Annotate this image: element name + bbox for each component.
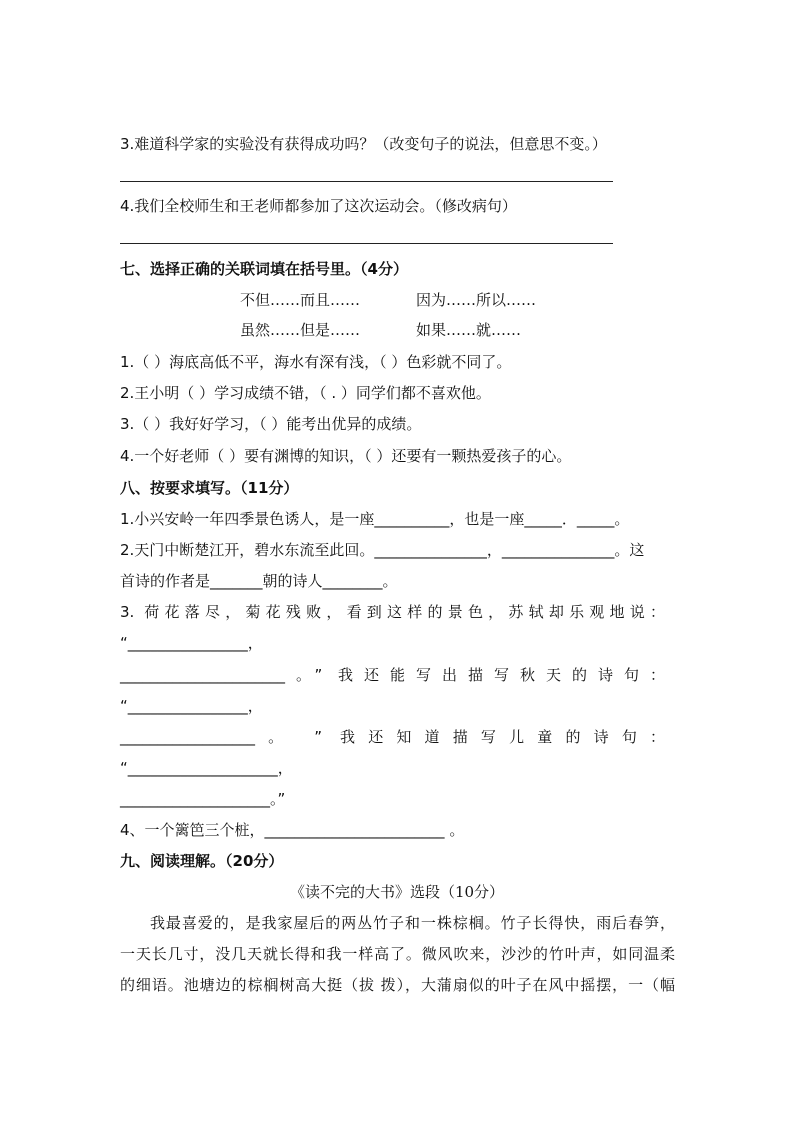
q8-line-6: ______________________。” 我还能写出描写秋天的诗句：	[120, 666, 665, 684]
passage-line-1: 我最喜爱的，是我家屋后的两丛竹子和一株棕榈。竹子长得快，雨后春笋，	[150, 914, 675, 932]
passage-line-3: 的细语。池塘边的棕榈树高大挺（拔 拨），大蒲扇似的叶子在风中摇摆，一（幅	[120, 976, 675, 994]
q8-line-10: ____________________。”	[120, 790, 286, 808]
q7-item-1: 1.（ ）海底高低不平，海水有深有浅，（ ）色彩就不同了。	[120, 353, 512, 371]
q8-line-9: “____________________，	[120, 759, 293, 777]
q8-line-4: 3. 荷花落尽，菊花残败，看到这样的景色，苏轼却乐观地说：	[120, 603, 665, 621]
q6-item-3: 3.难道科学家的实验没有获得成功吗？（改变句子的说法，但意思不变。）	[120, 135, 607, 153]
q7-option: 虽然……但是……	[240, 321, 361, 339]
q8-line-8: __________________。 ” 我还知道描写儿童的诗句：	[120, 728, 665, 746]
q7-option: 不但……而且……	[240, 291, 361, 309]
q7-option: 如果……就……	[416, 321, 522, 339]
q8-line-3: 首诗的作者是_______朝的诗人________。	[120, 572, 398, 590]
answer-line[interactable]	[120, 243, 613, 244]
q7-item-2: 2.王小明（ ）学习成绩不错，（ . ）同学们都不喜欢他。	[120, 384, 491, 402]
passage-line-2: 一天长几寸，没几天就长得和我一样高了。微风吹来，沙沙的竹叶声，如同温柔	[120, 945, 675, 963]
q8-line-11: 4、一个篱笆三个桩，________________________ 。	[120, 821, 465, 839]
q7-item-4: 4.一个好老师（ ）要有渊博的知识，（ ）还要有一颗热爱孩子的心。	[120, 447, 572, 465]
q9-title: 九、阅读理解。（20分）	[120, 852, 284, 870]
q8-line-7: “________________，	[120, 697, 263, 715]
answer-line[interactable]	[120, 181, 613, 182]
q8-line-5: “________________，	[120, 634, 263, 652]
q7-item-3: 3.（ ）我好好学习，（ ）能考出优异的成绩。	[120, 415, 422, 433]
q8-line-1: 1.小兴安岭一年四季景色诱人，是一座__________，也是一座_____．_____。	[120, 510, 630, 528]
q7-title: 七、选择正确的关联词填在括号里。（4分）	[120, 260, 408, 278]
q8-line-2: 2.天门中断楚江开，碧水东流至此回。_______________，_______________。这	[120, 541, 645, 559]
q6-item-4: 4.我们全校师生和王老师都参加了这次运动会。（修改病句）	[120, 197, 517, 215]
q9-subtitle: 《读不完的大书》选段（10分）	[289, 883, 505, 901]
q8-title: 八、按要求填写。（11分）	[120, 479, 299, 497]
q7-option: 因为……所以……	[416, 291, 537, 309]
